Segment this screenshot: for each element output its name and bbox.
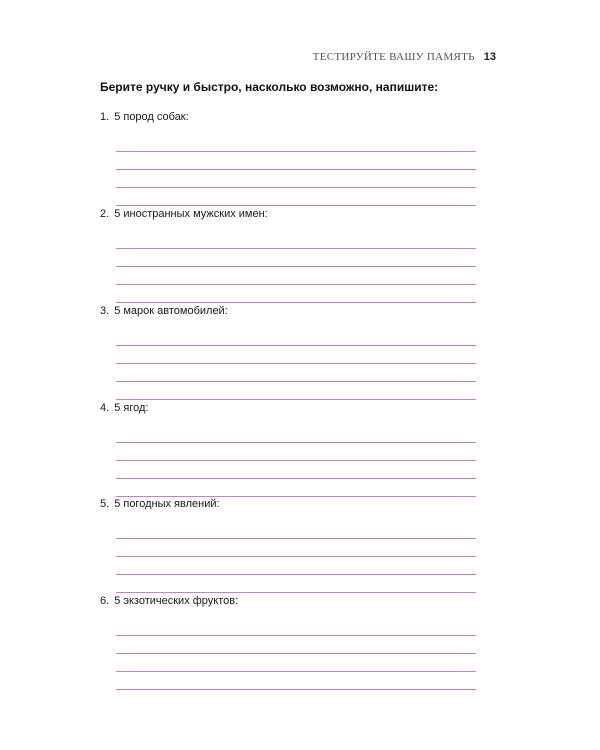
answer-line[interactable] xyxy=(116,521,476,539)
question-5 xyxy=(100,497,480,593)
answer-line[interactable] xyxy=(116,231,476,249)
question-text: 5 марок автомобилей: xyxy=(114,305,228,317)
question-number: 3. xyxy=(100,305,110,317)
answer-line[interactable] xyxy=(116,443,476,461)
answer-line[interactable] xyxy=(116,346,476,364)
answer-line[interactable] xyxy=(116,425,476,443)
answer-line[interactable] xyxy=(116,170,476,188)
question-number: 2. xyxy=(100,208,110,220)
answer-line[interactable] xyxy=(116,479,476,497)
question-text: 5 экзотических фруктов: xyxy=(114,595,239,607)
answer-line[interactable] xyxy=(116,267,476,285)
question-2 xyxy=(100,207,480,303)
answer-line[interactable] xyxy=(116,636,476,654)
answer-lines xyxy=(116,328,476,400)
answer-line[interactable] xyxy=(116,249,476,267)
question-1 xyxy=(100,110,480,206)
question-6 xyxy=(100,594,480,690)
answer-line[interactable] xyxy=(116,672,476,690)
question-text: 5 иностранных мужских имен: xyxy=(114,208,268,220)
answer-line[interactable] xyxy=(116,575,476,593)
answer-line[interactable] xyxy=(116,382,476,400)
answer-line[interactable] xyxy=(116,285,476,303)
answer-line[interactable] xyxy=(116,557,476,575)
question-number: 4. xyxy=(100,402,110,414)
question-label xyxy=(100,594,480,608)
question-text: 5 погодных явлений: xyxy=(114,498,220,510)
question-number: 1. xyxy=(100,111,110,123)
question-number: 5. xyxy=(100,498,110,510)
answer-line[interactable] xyxy=(116,188,476,206)
question-3 xyxy=(100,304,480,400)
answer-lines xyxy=(116,425,476,497)
question-label xyxy=(100,304,480,318)
answer-line[interactable] xyxy=(116,539,476,557)
answer-line[interactable] xyxy=(116,618,476,636)
answer-line[interactable] xyxy=(116,654,476,672)
answer-line[interactable] xyxy=(116,461,476,479)
running-head xyxy=(313,51,496,63)
answer-lines xyxy=(116,231,476,303)
question-text: 5 пород собак: xyxy=(114,111,189,123)
answer-lines xyxy=(116,618,476,690)
question-text: 5 ягод: xyxy=(114,402,149,414)
answer-line[interactable] xyxy=(116,328,476,346)
question-4 xyxy=(100,401,480,497)
answer-line[interactable] xyxy=(116,152,476,170)
answer-lines xyxy=(116,521,476,593)
question-label xyxy=(100,207,480,221)
question-label xyxy=(100,401,480,415)
question-number: 6. xyxy=(100,595,110,607)
instruction-heading: Берите ручку и быстро, насколько возможно, напишите: xyxy=(100,80,439,94)
page-number: 13 xyxy=(483,51,496,63)
answer-line[interactable] xyxy=(116,364,476,382)
question-label xyxy=(100,110,480,124)
answer-lines xyxy=(116,134,476,206)
answer-line[interactable] xyxy=(116,134,476,152)
question-label xyxy=(100,497,480,511)
running-title: ТЕСТИРУЙТЕ ВАШУ ПАМЯТЬ xyxy=(312,51,475,63)
